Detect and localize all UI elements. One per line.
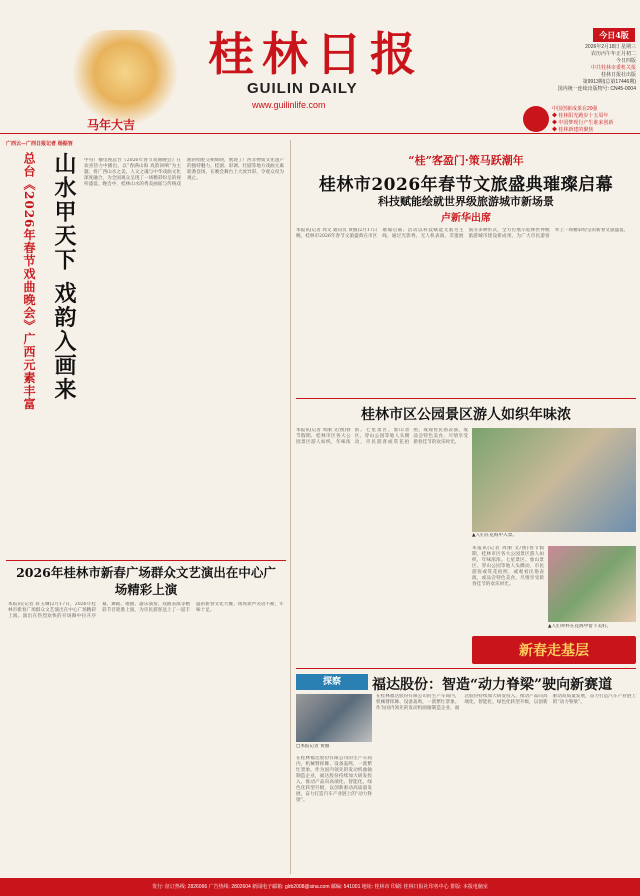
toc-item[interactable]: ◆ 中国梦现行产生谁来创新 [552, 120, 614, 126]
issue-publisher: 中共桂林市委机关报 [590, 65, 636, 71]
issue-pages: 今日四版 [615, 58, 636, 64]
sidebar-kicker: 广西云—广西日报记者 杨振容 [6, 141, 73, 147]
park-photo-caption: ▲人们在花海中入景。 [472, 533, 517, 538]
park-body-text: 本报讯(记者 周丽 文/图)春节假期，桂林市区各大公园景区游人如织，年味浓浓。七星景区、象山景区、穿山公园等地人头攒动，市民游客或赏花拍照，或观看民俗表演，或品尝特色美食，尽情享受新春佳节的欢乐时光。 [296, 428, 468, 445]
culture-body-text: 本报讯(记者 蒋玉琳)2月17日，2026年桂林市新春广场群众文艺演出在中心广场精彩上演。演出在热烈欢快的开场舞中拉开序幕，舞蹈、歌曲、器乐演奏、戏曲表演等精彩节目轮番上演，为市民游客送上了一道丰盛的新春文化大餐。现场欢声笑语不断，年味十足。 [8, 602, 284, 619]
divider [296, 398, 636, 399]
horse-illustration [70, 30, 180, 125]
futa-body-text: 在桂林福达股份有限公司的生产车间内，机械臂挥舞、设备轰鸣，一派繁忙景象。作为国内领先的发动机曲轴制造企业，福达股份持续加大研发投入，推动产品向高端化、智能化、绿色化转型升级，以创新驱动高质量发展，奋力打造汽车产业链上的“动力脊梁”。 [296, 756, 372, 803]
park-photo-visitors[interactable] [472, 428, 636, 532]
issue-date: 2026年2月18日 星期三 [585, 44, 636, 50]
newspaper-logo: 桂林日报 [208, 27, 424, 81]
culture-headline[interactable]: 2026年桂林市新春广场群众文艺演出在中心广场精彩上演 [16, 565, 276, 597]
sidebar-headline[interactable]: 山水甲天下 戏韵入画来 [51, 152, 77, 402]
table-of-contents [552, 106, 638, 134]
horse-greeting: 马年大吉 [87, 118, 136, 132]
futa-factory-photo[interactable] [296, 694, 372, 742]
newspaper-logo-en: GUILIN DAILY [247, 80, 358, 97]
website-url[interactable]: www.guilinlife.com [252, 100, 326, 110]
issue-lunar-date: 农历丙午年正月初二 [590, 51, 636, 57]
footer: 发行: 征订热线: 2826066 广告热线: 2802604 新闻电子邮箱: glrb2008@sina.com 邮编: 541001 地址: 桂林市 印刷: 桂林日报社印务中心 排版: 本报电脑室 [0, 878, 640, 896]
park-photo-flowers[interactable] [548, 546, 636, 622]
new-year-banner-text: 新春走基层 [519, 643, 589, 659]
toc-item[interactable]: ◆ 桂林阳光跑步十五周年 [552, 113, 609, 119]
toc-item[interactable]: ◆ 桂林新建的聚焦 [552, 127, 594, 133]
issue-info [520, 44, 636, 93]
issue-press: 桂林日报社出版 [600, 72, 636, 78]
park-body-text-continued: 本报讯(记者 周丽 文/图)春节假期，桂林市区各大公园景区游人如织，年味浓浓。七星景区、象山景区、穿山公园等地人头攒动，市民游客或赏花拍照，或观看民俗表演，或品尝特色美食，尽情享受新春佳节的欢乐时光。 [472, 546, 544, 587]
column-separator [290, 140, 291, 874]
divider [6, 560, 286, 561]
main-byline: 卢新华出席 [441, 213, 491, 224]
park-photo-caption-2: ▲人们举杯在花海中留下美好。 [548, 624, 612, 629]
page-count-badge: 今日4版 [593, 28, 635, 42]
main-kicker: “桂”客盈门·策马跃潮年 [408, 154, 524, 167]
section-emblem-icon [523, 106, 549, 132]
futa-byline: □本报记者 黄丽 [296, 744, 330, 749]
futa-body-text-columns: 在桂林福达股份有限公司的生产车间内，机械臂挥舞、设备轰鸣，一派繁忙景象。作为国内领先的发动机曲轴制造企业，福达股份持续加大研发投入，推动产品向高端化、智能化、绿色化转型升级，以创新驱动高质量发展，奋力打造汽车产业链上的“动力脊梁”。 [376, 694, 636, 711]
main-subheadline: 科技赋能绘就世界级旅游城市新场景 [378, 195, 554, 208]
futa-headline[interactable]: 福达股份：智造“动力脊梁”驶向新赛道 [372, 677, 613, 693]
main-body-text: 本报讯(记者 周文 通讯员 黄丽)2月17日晚，桂林市2026年春节文旅盛典在市区璀璨启幕。活动以科技赋能文旅为主线，通过光影秀、无人机表演、非遗展演等多种形式，全方位展示桂林世界级旅游城市建设新成果，为广大市民游客奉上一场精彩纷呈的新春文旅盛宴。 [296, 228, 629, 239]
divider [296, 668, 636, 669]
main-headline[interactable]: 桂林市2026年春节文旅盛典璀璨启幕 [318, 175, 614, 195]
sidebar-body-text: 中央广播电视总台《2026年春节戏曲晚会》在欢喜热力中播出。以“春满山海 戏韵回响”为主题，将广西山水之美、人文之魂与中华戏曲文化深度融合，为全国观众呈现了一场精彩纷呈的视听盛宴。晚会中，桂林山水的秀美画面与传统戏曲的唱腔交相辉映，展现了广西非物质文化遗产的独特魅力。桂剧、彩调、壮剧等地方戏曲元素轮番登场，在晚会舞台上大放异彩，令观众叹为观止。 [84, 158, 284, 187]
toc-item[interactable]: 中国创新成果在20强 [552, 106, 598, 112]
issue-cn-number: 国内统一连续出版物号: CN45-0004 [557, 86, 636, 92]
issue-number: 第9913期(总第17446期) [582, 79, 636, 85]
park-headline[interactable]: 桂林市区公园景区游人如织年味浓 [361, 407, 571, 423]
section-label: 探察 [296, 674, 368, 690]
sidebar-subheadline[interactable]: 总台《2026年春节戏曲晚会》广西元素丰富 [22, 152, 36, 411]
